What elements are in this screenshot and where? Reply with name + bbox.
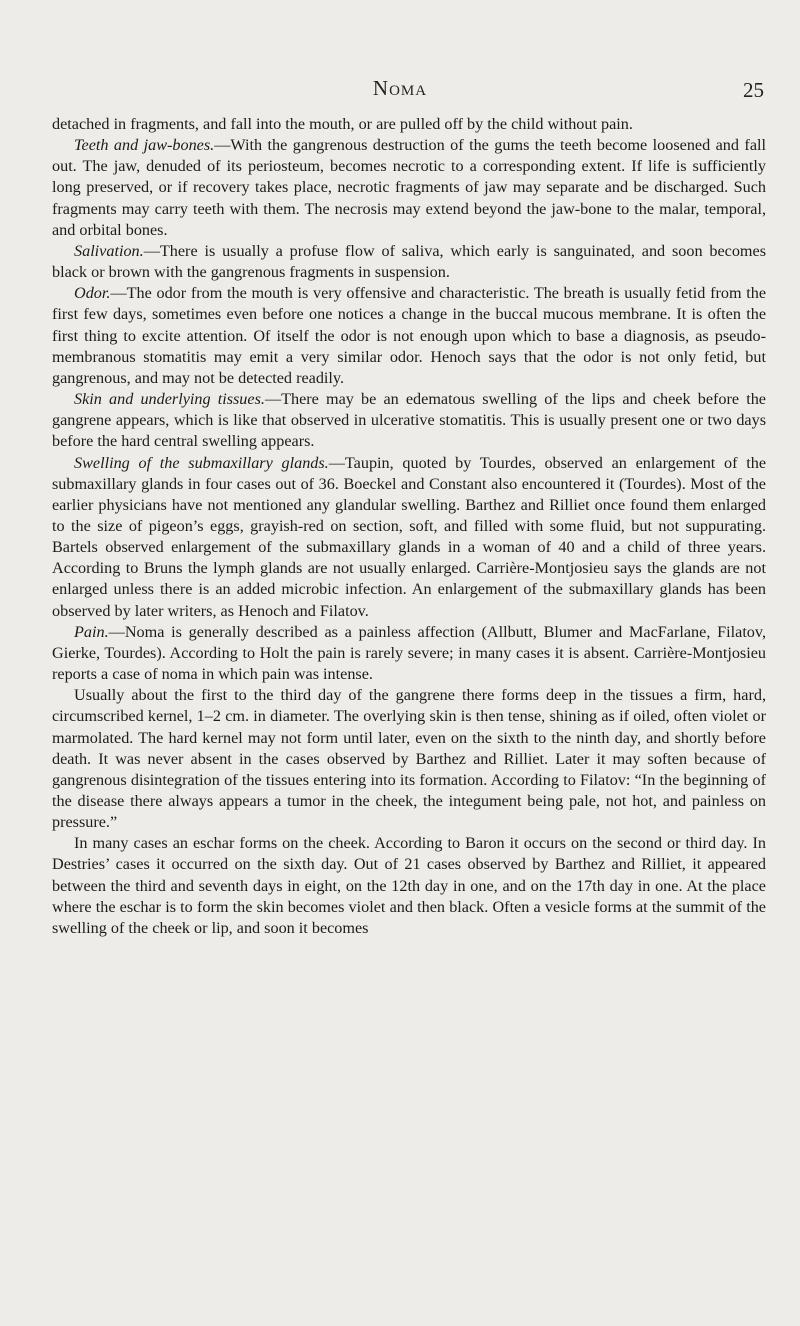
paragraph-text: —The odor from the mouth is very offensive and characteristic. The breath is usually fetid from the first few days, sometimes even before one notices a change in the buccal mucous membrane. It is often the first thing to excite attention. Of itself the odor is not enough upon which to base a diagnosis, as pseudo-membranous stomatitis may emit a very similar odor. Henoch says that the odor is not only fetid, but gangrenous, and may not be detected readily. — [52, 284, 766, 387]
paragraph-text: —Taupin, quoted by Tourdes, observed an enlargement of the submaxillary glands in four cases out of 36. Boeckel and Constant also encountered it (Tourdes). Most of the earlier physicians have not mentioned any glandular swelling. Barthez and Rilliet once found them enlarged to the size of pigeon’s eggs, grayish-red on section, soft, and filled with some fluid, but not suppurating. Bartels observed enlargement of the submaxillary glands in a woman of 40 and a child of three years. According to Bruns the lymph glands are not usually enlarged. Carrière-Montjosieu says the glands are not enlarged unless there is an added microbic infection. An enlargement of the submaxillary glands has been observed by later writers, as Henoch and Filatov. — [52, 453, 766, 620]
section-heading: Swelling of the submaxillary glands. — [74, 453, 329, 472]
paragraph-continuation — [52, 114, 766, 135]
paragraph-text: —There is usually a profuse flow of saliva, which early is sanguinated, and soon becomes black or brown with the gangrenous fragments in suspension. — [52, 241, 766, 282]
section-heading: Salivation. — [74, 241, 144, 260]
section-heading: Skin and underlying tissues. — [74, 390, 265, 409]
paragraph-text: Usually about the first to the third day of the gangrene there forms deep in the tissues a firm, hard, circumscribed kernel, 1–2 cm. in diameter. The overlying skin is then tense, shining as if oiled, often violet or marmolated. The hard kernel may not form until later, even on the sixth to the ninth day, and shortly before death. It was never absent in the cases observed by Barthez and Rilliet. Later it may soften because of gangrenous disintegration of the tissues entering into its formation. According to Filatov: “In the beginning of the disease there always appears a tumor in the cheek, the integument being pale, not hot, and painless on pressure.” — [52, 686, 766, 832]
paragraph-kernel — [52, 685, 766, 833]
paragraph-teeth — [52, 135, 766, 241]
section-heading: Pain. — [74, 622, 109, 641]
paragraph-odor — [52, 283, 766, 389]
paragraph-text: In many cases an eschar forms on the cheek. According to Baron it occurs on the second or third day. In Destries’ cases it occurred on the sixth day. Out of 21 cases observed by Barthez and Rilliet, it appeared between the third and seventh days in eight, on the 12th day in one, and on the 17th day in one. At the place where the eschar is to form the skin becomes violet and then black. Often a vesicle forms at the summit of the swelling of the cheek or lip, and soon it becomes — [52, 834, 766, 937]
page-number: 25 — [743, 78, 764, 102]
paragraph-text: —Noma is generally described as a painless affection (Allbutt, Blumer and MacFarlane, Filatov, Gierke, Tourdes). According to Holt the pain is rarely severe; in many cases it is absent. Carrière-Montjosieu reports a case of noma in which pain was intense. — [52, 622, 766, 684]
running-head: Noma — [372, 76, 428, 100]
paragraph-text: detached in fragments, and fall into the mouth, or are pulled off by the child without pain. — [52, 115, 633, 133]
section-heading: Odor. — [74, 284, 111, 303]
paragraph-text: —With the gangrenous destruction of the gums the teeth become loosened and fall out. The jaw, denuded of its periosteum, becomes necrotic to a corresponding extent. If life is sufficiently long preserved, or if recovery takes place, necrotic fragments of jaw may separate and be discharged. Such fragments may carry teeth with them. The necrosis may extend beyond the jaw-bone to the malar, temporal, and orbital bones. — [52, 136, 766, 239]
paragraph-glands — [52, 453, 766, 622]
paragraph-skin — [52, 389, 766, 452]
paragraph-pain — [52, 622, 766, 685]
body-text — [52, 114, 766, 939]
paragraph-text: —There may be an edematous swelling of the lips and cheek before the gangrene appears, which is like that observed in ulcerative stomatitis. This is usually present one or two days before the hard central swelling appears. — [52, 390, 766, 451]
paragraph-eschar — [52, 833, 766, 939]
paragraph-salivation — [52, 241, 766, 283]
section-heading: Teeth and jaw-bones. — [74, 136, 215, 155]
